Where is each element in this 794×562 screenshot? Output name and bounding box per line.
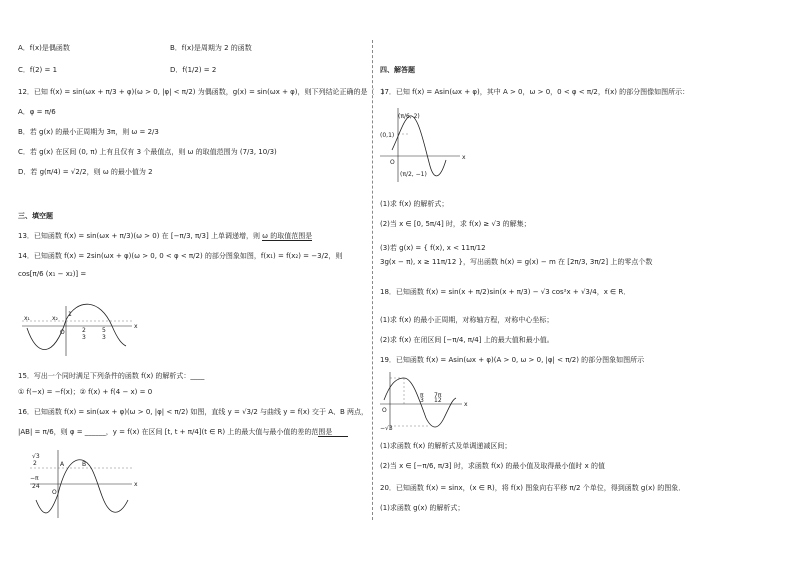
question-16: 16．已知函数 f(x) = sin(ωx + φ)(ω > 0, |φ| < π/2) 如图，直线 y = √3/2 与曲线 y = f(x) 交于 A、B 两点， — [18, 408, 369, 416]
q19-origin: O — [382, 407, 387, 414]
q16-point-a: A — [60, 461, 65, 468]
column-divider — [372, 40, 373, 520]
q17-x-axis-label: x — [462, 154, 466, 161]
question-16-cont: |AB| = π/6，则 φ = ______，y = f(x) 在区间 [t, t + π/4](t ∈ R) 上的最大值与最小值的差的范围是 — [18, 428, 333, 436]
q17-origin: O — [390, 159, 395, 166]
question-17: 17．已知 f(x) = Asin(ωx + φ)，其中 A > 0，ω > 0，0 < φ < π/2，f(x) 的部分图像如图所示： — [380, 88, 690, 96]
q14-xtick2-num: 5 — [102, 327, 106, 334]
q18-part-1: (1)求 f(x) 的最小正周期，对称轴方程，对称中心坐标； — [380, 316, 554, 324]
question-13: 13．已知函数 f(x) = sin(ωx + π/3)(ω > 0) 在 [−π/3, π/3] 上单调递增，则 ω 的取值范围是 — [18, 232, 313, 240]
q14-xtick2-den: 3 — [102, 334, 106, 341]
q17-part-2: (2)当 x ∈ [0, 5π/4] 时，求 f(x) ≥ √3 的解集； — [380, 220, 531, 228]
q14-one-label: 1 — [68, 311, 72, 318]
q14-x-axis-label: x — [134, 323, 138, 330]
q12-option-b[interactable]: B．若 g(x) 的最小正周期为 3π，则 ω = 2/3 — [18, 128, 159, 136]
q12-option-c[interactable]: C．若 g(x) 在区间 (0, π) 上有且仅有 3 个最值点，则 ω 的取值范围为 (7/3, 10/3) — [18, 148, 277, 156]
q19-part-2: (2)当 x ∈ [−π/6, π/3] 时，求函数 f(x) 的最小值及取得最小值时 x 的值 — [380, 462, 605, 470]
q19-tick1-num: π — [420, 392, 424, 399]
question-18: 18．已知函数 f(x) = sin(x + π/2)sin(x + π/3) − √3 cos²x + √3/4，x ∈ R． — [380, 288, 631, 296]
q19-x-axis-label: x — [464, 401, 468, 408]
q16-origin: O — [52, 489, 57, 496]
question-14-cont: cos[π/6 (x₁ − x₂)] = — [18, 270, 87, 278]
q16-point-b: B — [82, 461, 87, 468]
graph-q16 — [30, 450, 140, 522]
q19-tick1-den: 3 — [420, 397, 424, 404]
option-b-period[interactable]: B．f(x)是周期为 2 的函数 — [170, 44, 252, 52]
q17-part-3b: 3g(x − π), x ≥ 11π/12 }，写出函数 h(x) = g(x) − m 在 [2π/3, 3π/2] 上的零点个数 — [380, 258, 653, 266]
q20-part-1: (1)求函数 g(x) 的解析式； — [380, 504, 465, 512]
q12-option-d[interactable]: D．若 g(π/4) = √2/2，则 ω 的最小值为 2 — [18, 168, 153, 176]
question-12: 12．已知 f(x) = sin(ωx + π/3 + φ)(ω > 0, |φ| < π/2) 为偶函数，g(x) = sin(ωx + φ)，则下列结论正确的是（ ） — [18, 88, 389, 96]
question-20: 20．已知函数 f(x) = sinx，(x ∈ R)，将 f(x) 图象向右平移 π/2 个单位，得到函数 g(x) 的图象． — [380, 484, 686, 492]
q19-part-1: (1)求函数 f(x) 的解析式及单调递减区间； — [380, 442, 512, 450]
section-answer: 四、解答题 — [380, 66, 415, 74]
q17-peak-label: (π/6, 2) — [398, 113, 420, 120]
q13-answer-blank[interactable] — [262, 240, 312, 241]
q16-sqrt3-den: 2 — [33, 460, 37, 467]
q19-tick2-den: 12 — [434, 397, 442, 404]
q17-part-3a: (3)若 g(x) = { f(x), x < 11π/12 — [380, 244, 486, 252]
q18-part-2: (2)求 f(x) 在闭区间 [−π/4, π/4] 上的最大值和最小值。 — [380, 336, 554, 344]
q17-trough-label: (π/2, −1) — [400, 171, 427, 178]
option-d[interactable]: D．f(1/2) = 2 — [170, 66, 217, 74]
q14-origin-label: O — [60, 329, 65, 336]
q19-tick2-num: 7π — [434, 392, 442, 399]
graph-q19 — [380, 370, 470, 432]
q17-y01-label: (0,1) — [380, 132, 395, 139]
q14-x1-label: x₁ — [24, 315, 30, 322]
q14-xtick1-num: 2 — [82, 327, 86, 334]
q15-conditions: ① f(−x) = −f(x)；② f(x) + f(4 − x) = 0 — [18, 388, 153, 396]
q17-part-1: (1)求 f(x) 的解析式； — [380, 200, 449, 208]
q16-x-axis-label: x — [134, 481, 138, 488]
q14-xtick1-den: 3 — [82, 334, 86, 341]
graph-q14 — [22, 306, 142, 361]
question-15: 15．写出一个同时满足下列条件的函数 f(x) 的解析式：____ — [18, 372, 205, 380]
q16-sqrt3: √3 — [32, 453, 40, 460]
q14-x2-label: x₂ — [52, 315, 58, 322]
graph-q17 — [380, 104, 470, 184]
option-a-even[interactable]: A．f(x)是偶函数 — [18, 44, 70, 52]
question-19: 19．已知函数 f(x) = Asin(ωx + φ)(A > 0, ω > 0, |φ| < π/2) 的部分图象如图所示 — [380, 356, 645, 364]
q16-answer-blank[interactable] — [318, 436, 348, 437]
question-14: 14．已知函数 f(x) = 2sin(ωx + φ)(ω > 0, 0 < φ < π/2) 的部分图象如图，f(x₁) = f(x₂) = −3/2，则 — [18, 252, 343, 260]
option-c[interactable]: C．f(2) = 1 — [18, 66, 58, 74]
q16-xmark-den: 24 — [32, 483, 40, 490]
q19-yneg-label: −√3 — [380, 425, 393, 432]
q16-xmark: −π — [30, 475, 39, 482]
q12-option-a[interactable]: A．φ = π/6 — [18, 108, 56, 116]
section-fill-blank: 三、填空题 — [18, 212, 53, 220]
